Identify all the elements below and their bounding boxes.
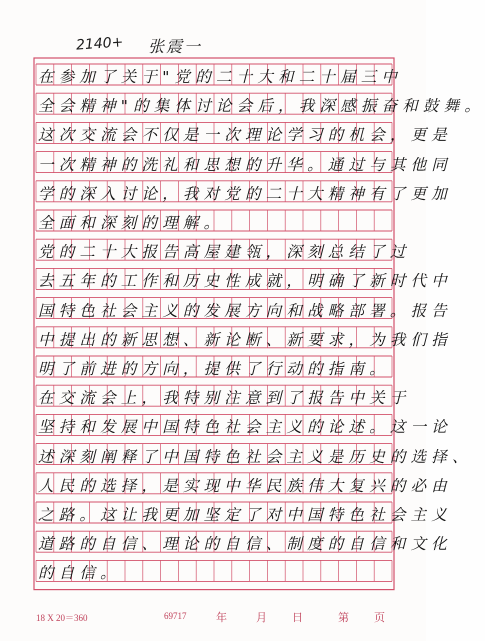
page-unit-label: 页 (374, 612, 385, 624)
year-label: 年 (216, 612, 227, 624)
essay-line: 全面和深刻的理解。 (38, 214, 225, 232)
essay-line: 明了前进的方向，提供了行动的指南。 (38, 360, 390, 378)
essay-line: 党的二十大报告高屋建瓴，深刻总结了过 (38, 243, 411, 262)
essay-line: 述深刻阐释了中国特色社会主义是历史的选择、 (38, 447, 473, 466)
essay-line: 中提出的新思想、新论断、新要求，为我们指 (38, 330, 453, 349)
class-code: 2140+ (75, 34, 124, 54)
essay-line: 在交流会上，我特别注意到了报告中关于 (38, 389, 411, 408)
student-name: 张震一 (148, 37, 203, 56)
grid-spec: 18 X 20＝360 (36, 613, 88, 623)
essay-line: 人民的选择，是实现中华民族伟大复兴的必由 (38, 476, 453, 495)
essay-line: 全会精神"的集体讨论会后，我深感振奋和鼓舞。 (38, 97, 485, 116)
month-label: 月 (256, 612, 267, 624)
essay-line: 在参加了关于"党的二十大和二十届三中 (38, 68, 403, 86)
page-label: 第 (338, 612, 349, 624)
essay-line: 这次交流会不仅是一次理论学习的机会，更是 (38, 126, 453, 145)
essay-line: 去五年的工作和历史性成就，明确了新时代中 (38, 272, 453, 291)
essay-line: 道路的自信、理论的自信、制度的自信和文化 (38, 535, 453, 554)
day-label: 日 (292, 612, 303, 624)
essay-line: 一次精神的洗礼和思想的升华。通过与其他同 (38, 155, 453, 174)
essay-line: 学的深入讨论，我对党的二十大精神有了更加 (38, 184, 453, 203)
essay-line: 的自信。 (38, 564, 121, 583)
essay-line: 之路。这让我更加坚定了对中国特色社会主义 (38, 506, 453, 524)
essay-line: 国特色社会主义的发展方向和战略部署。报告 (38, 301, 453, 320)
sheet-code: 69717 (164, 611, 187, 621)
essay-line: 坚持和发展中国特色社会主义的论述。这一论 (38, 418, 453, 437)
